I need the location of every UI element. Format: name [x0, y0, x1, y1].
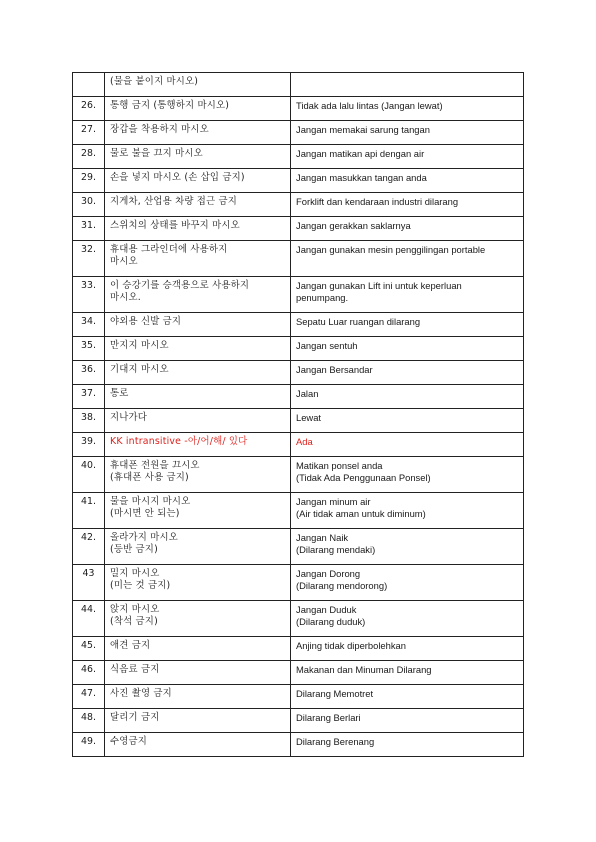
row-number: 49.	[73, 733, 105, 757]
indonesian-translation-line: Jangan minum air	[296, 496, 371, 507]
korean-phrase-cell	[105, 385, 291, 409]
table-row	[73, 385, 524, 409]
row-number: 46.	[73, 661, 105, 685]
indonesian-translation-cell	[291, 709, 524, 733]
korean-phrase-line: 올라가지 마시오	[110, 532, 178, 543]
row-number: 31.	[73, 217, 105, 241]
korean-phrase-line: 마시오	[110, 256, 138, 267]
table-row	[73, 601, 524, 637]
indonesian-translation-cell	[291, 313, 524, 337]
table-row	[73, 97, 524, 121]
korean-phrase-line: 앉지 마시오	[110, 604, 160, 615]
korean-phrase-line: 달리기 금지	[110, 712, 160, 723]
korean-phrase-line: KK intransitive -아/어/해/ 있다	[110, 436, 248, 447]
korean-phrase-line: 지나가다	[110, 412, 148, 423]
indonesian-translation-cell	[291, 73, 524, 97]
indonesian-translation-cell	[291, 169, 524, 193]
indonesian-translation-line: Jangan Duduk	[296, 604, 357, 615]
row-number: 36.	[73, 361, 105, 385]
indonesian-translation-line: Makanan dan Minuman Dilarang	[296, 664, 432, 675]
indonesian-translation-line: Jangan gunakan Lift ini untuk keperluan	[296, 280, 462, 291]
indonesian-translation-cell	[291, 457, 524, 493]
korean-phrase-cell	[105, 529, 291, 565]
table-row	[73, 433, 524, 457]
indonesian-translation-line: Jangan masukkan tangan anda	[296, 172, 427, 183]
table-row	[73, 685, 524, 709]
indonesian-translation-cell	[291, 241, 524, 277]
table-row	[73, 661, 524, 685]
row-number: 33.	[73, 277, 105, 313]
korean-phrase-cell	[105, 73, 291, 97]
row-number: 28.	[73, 145, 105, 169]
row-number: 38.	[73, 409, 105, 433]
korean-phrase-cell	[105, 313, 291, 337]
korean-phrase-line: 물을 마시지 마시오	[110, 496, 191, 507]
table-row	[73, 217, 524, 241]
indonesian-translation-cell	[291, 97, 524, 121]
indonesian-translation-cell	[291, 217, 524, 241]
korean-phrase-line: (물을 붙이지 마시오)	[110, 76, 199, 87]
row-number: 39.	[73, 433, 105, 457]
indonesian-translation-line: Dilarang Berlari	[296, 712, 361, 723]
vocabulary-table	[72, 72, 524, 757]
indonesian-translation-cell	[291, 601, 524, 637]
korean-phrase-line: 휴대폰 전원을 끄시오	[110, 460, 200, 471]
indonesian-translation-line: Jangan sentuh	[296, 340, 358, 351]
row-number: 32.	[73, 241, 105, 277]
korean-phrase-line: 손을 넣지 마시오 (손 삽입 금지)	[110, 172, 245, 183]
korean-phrase-line: 식음료 금지	[110, 664, 160, 675]
table-row	[73, 145, 524, 169]
row-number: 44.	[73, 601, 105, 637]
table-row	[73, 709, 524, 733]
korean-phrase-cell	[105, 121, 291, 145]
table-row	[73, 313, 524, 337]
row-number: 48.	[73, 709, 105, 733]
korean-phrase-line: (등반 금지)	[110, 544, 158, 555]
indonesian-translation-line: Jangan gerakkan saklarnya	[296, 220, 411, 231]
row-number: 34.	[73, 313, 105, 337]
table-row	[73, 73, 524, 97]
korean-phrase-line: 지게차, 산업용 차량 접근 금지	[110, 196, 237, 207]
row-number: 41.	[73, 493, 105, 529]
korean-phrase-line: (휴대폰 사용 금지)	[110, 472, 189, 483]
indonesian-translation-line: (Tidak Ada Penggunaan Ponsel)	[296, 472, 431, 483]
indonesian-translation-cell	[291, 685, 524, 709]
vocabulary-table-body	[73, 73, 524, 757]
indonesian-translation-line: Tidak ada lalu lintas (Jangan lewat)	[296, 100, 443, 111]
row-number: 37.	[73, 385, 105, 409]
indonesian-translation-cell	[291, 493, 524, 529]
table-row	[73, 121, 524, 145]
korean-phrase-cell	[105, 565, 291, 601]
korean-phrase-line: 수영금지	[110, 736, 148, 747]
table-row	[73, 193, 524, 217]
table-row	[73, 169, 524, 193]
table-row	[73, 529, 524, 565]
indonesian-translation-line: Jangan Dorong	[296, 568, 361, 579]
table-row	[73, 361, 524, 385]
indonesian-translation-line: Ada	[296, 436, 313, 447]
indonesian-translation-cell	[291, 385, 524, 409]
korean-phrase-line: 스위치의 상태를 바꾸지 마시오	[110, 220, 240, 231]
indonesian-translation-cell	[291, 637, 524, 661]
table-row	[73, 565, 524, 601]
row-number: 26.	[73, 97, 105, 121]
table-row	[73, 457, 524, 493]
korean-phrase-cell	[105, 637, 291, 661]
korean-phrase-line: 이 승강기를 승객용으로 사용하지	[110, 280, 250, 291]
korean-phrase-line: 야외용 신발 금지	[110, 316, 182, 327]
table-row	[73, 409, 524, 433]
korean-phrase-cell	[105, 733, 291, 757]
row-number: 29.	[73, 169, 105, 193]
korean-phrase-cell	[105, 361, 291, 385]
indonesian-translation-cell	[291, 361, 524, 385]
indonesian-translation-line: Dilarang Berenang	[296, 736, 375, 747]
table-row	[73, 733, 524, 757]
indonesian-translation-line: Lewat	[296, 412, 322, 423]
row-number	[73, 73, 105, 97]
korean-phrase-line: 기대지 마시오	[110, 364, 169, 375]
korean-phrase-line: (미는 것 금지)	[110, 580, 171, 591]
row-number: 45.	[73, 637, 105, 661]
korean-phrase-cell	[105, 661, 291, 685]
korean-phrase-cell	[105, 457, 291, 493]
indonesian-translation-line: (Dilarang duduk)	[296, 616, 366, 627]
indonesian-translation-cell	[291, 409, 524, 433]
korean-phrase-cell	[105, 169, 291, 193]
korean-phrase-line: (착석 금지)	[110, 616, 158, 627]
korean-phrase-line: (마시면 안 되는)	[110, 508, 180, 519]
korean-phrase-cell	[105, 145, 291, 169]
korean-phrase-line: 통행 금지 (통행하지 마시오)	[110, 100, 230, 111]
table-row	[73, 637, 524, 661]
korean-phrase-line: 휴대용 그라인더에 사용하지	[110, 244, 228, 255]
korean-phrase-cell	[105, 277, 291, 313]
table-row	[73, 277, 524, 313]
korean-phrase-line: 장갑을 착용하지 마시오	[110, 124, 209, 135]
korean-phrase-line: 만지지 마시오	[110, 340, 169, 351]
indonesian-translation-cell	[291, 433, 524, 457]
korean-phrase-line: 마시오.	[110, 292, 141, 303]
indonesian-translation-line: Jangan gunakan mesin penggilingan portable	[296, 244, 486, 255]
korean-phrase-cell	[105, 709, 291, 733]
korean-phrase-cell	[105, 217, 291, 241]
indonesian-translation-line: Dilarang Memotret	[296, 688, 374, 699]
korean-phrase-cell	[105, 97, 291, 121]
indonesian-translation-cell	[291, 565, 524, 601]
row-number: 35.	[73, 337, 105, 361]
korean-phrase-line: 물로 불을 끄지 마시오	[110, 148, 203, 159]
indonesian-translation-line: penumpang.	[296, 292, 349, 303]
row-number: 47.	[73, 685, 105, 709]
korean-phrase-line: 밀지 마시오	[110, 568, 160, 579]
korean-phrase-cell	[105, 433, 291, 457]
indonesian-translation-line: Matikan ponsel anda	[296, 460, 383, 471]
table-row	[73, 241, 524, 277]
korean-phrase-line: 사진 촬영 금지	[110, 688, 172, 699]
indonesian-translation-line: Anjing tidak diperbolehkan	[296, 640, 406, 651]
korean-phrase-cell	[105, 409, 291, 433]
indonesian-translation-cell	[291, 193, 524, 217]
korean-phrase-cell	[105, 493, 291, 529]
indonesian-translation-line: Jalan	[296, 388, 319, 399]
indonesian-translation-line: (Dilarang mendaki)	[296, 544, 376, 555]
indonesian-translation-cell	[291, 337, 524, 361]
korean-phrase-line: 통로	[110, 388, 129, 399]
table-row	[73, 493, 524, 529]
row-number: 43	[73, 565, 105, 601]
indonesian-translation-line: Sepatu Luar ruangan dilarang	[296, 316, 421, 327]
korean-phrase-cell	[105, 685, 291, 709]
indonesian-translation-line: Jangan memakai sarung tangan	[296, 124, 430, 135]
indonesian-translation-cell	[291, 733, 524, 757]
table-row	[73, 337, 524, 361]
indonesian-translation-line: (Dilarang mendorong)	[296, 580, 388, 591]
indonesian-translation-cell	[291, 145, 524, 169]
row-number: 40.	[73, 457, 105, 493]
row-number: 27.	[73, 121, 105, 145]
row-number: 42.	[73, 529, 105, 565]
indonesian-translation-cell	[291, 277, 524, 313]
indonesian-translation-line: Jangan Bersandar	[296, 364, 373, 375]
korean-phrase-cell	[105, 601, 291, 637]
indonesian-translation-line: Jangan Naik	[296, 532, 349, 543]
indonesian-translation-line: Jangan matikan api dengan air	[296, 148, 425, 159]
korean-phrase-cell	[105, 241, 291, 277]
indonesian-translation-cell	[291, 529, 524, 565]
indonesian-translation-cell	[291, 661, 524, 685]
row-number: 30.	[73, 193, 105, 217]
indonesian-translation-line: (Air tidak aman untuk diminum)	[296, 508, 426, 519]
indonesian-translation-cell	[291, 121, 524, 145]
korean-phrase-line: 애견 금지	[110, 640, 151, 651]
indonesian-translation-line: Forklift dan kendaraan industri dilarang	[296, 196, 459, 207]
korean-phrase-cell	[105, 193, 291, 217]
korean-phrase-cell	[105, 337, 291, 361]
